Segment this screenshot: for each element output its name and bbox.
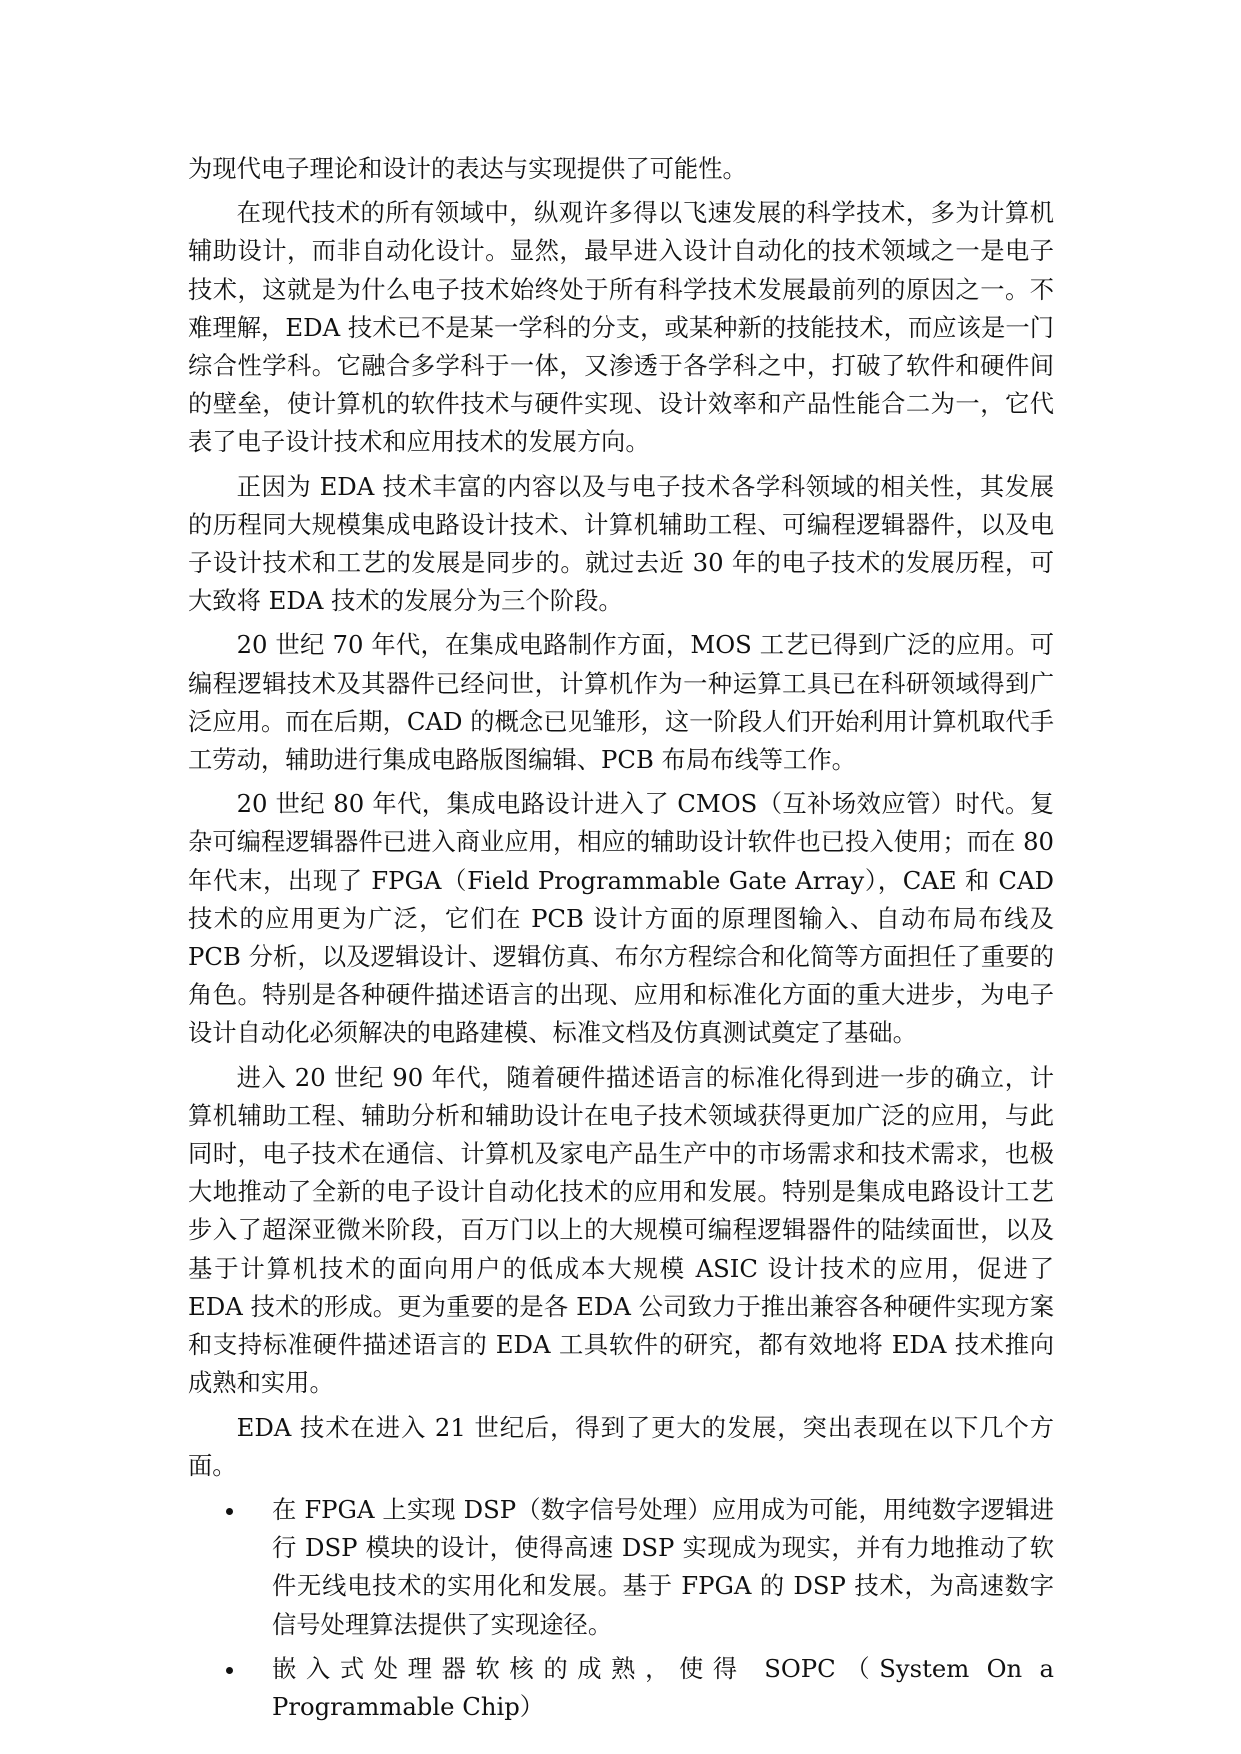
document-page [188,150,1054,1732]
bullet-text: 在 FPGA 上实现 DSP（数字信号处理）应用成为可能，用纯数字逻辑进行 DSP 模块的设计，使得高速 DSP 实现成为现实，并有力地推动了软件无线电技术的实用化和发展。基于 FPGA 的 DSP 技术，为高速数字信号处理算法提供了实现途径。 [272,1494,1054,1639]
bullet-text: 嵌入式处理器软核的成熟，使得 SOPC（System On a Programmable Chip） [272,1653,1054,1721]
paragraph-1980s: 20 世纪 80 年代，集成电路设计进入了 CMOS（互补场效应管）时代。复杂可编程逻辑器件已进入商业应用，相应的辅助设计软件也已投入使用；而在 80 年代末，出现了 FPGA（Field Programmable Gate Array），CAE 和 CAD 技术的应用更为广泛，它们在 PCB 设计方面的原理图输入、自动布局布线及 PCB 分析，以及逻辑设计、逻辑仿真、布尔方程综合和化简等方面担任了重要的角色。特别是各种硬件描述语言的出现、应用和标准化方面的重大进步，为电子设计自动化必须解决的电路建模、标准文档及仿真测试奠定了基础。 [188,789,1054,1048]
paragraph-eda-history-intro: 正因为 EDA 技术丰富的内容以及与电子技术各学科领域的相关性，其发展的历程同大规模集成电路设计技术、计算机辅助工程、可编程逻辑器件，以及电子设计技术和工艺的发展是同步的。就过去近 30 年的电子技术的发展历程，可大致将 EDA 技术的发展分为三个阶段。 [188,471,1054,616]
paragraph-1970s: 20 世纪 70 年代，在集成电路制作方面，MOS 工艺已得到广泛的应用。可编程逻辑技术及其器件已经问世，计算机作为一种运算工具已在科研领域得到广泛应用。而在后期，CAD 的概念已见雏形，这一阶段人们开始利用计算机取代手工劳动，辅助进行集成电路版图编辑、PCB 布局布线等工作。 [188,630,1054,775]
paragraph-continuation: 为现代电子理论和设计的表达与实现提供了可能性。 [188,154,747,183]
list-item [188,1491,1054,1644]
paragraph-21st-century: EDA 技术在进入 21 世纪后，得到了更大的发展，突出表现在以下几个方面。 [188,1412,1054,1480]
bullet-list [188,1491,1054,1726]
list-item [188,1650,1054,1726]
bullet-icon [226,1667,233,1674]
paragraph-1990s: 进入 20 世纪 90 年代，随着硬件描述语言的标准化得到进一步的确立，计算机辅助工程、辅助分析和辅助设计在电子技术领域获得更加广泛的应用，与此同时，电子技术在通信、计算机及家电产品生产中的市场需求和技术需求，也极大地推动了全新的电子设计自动化技术的应用和发展。特别是集成电路设计工艺步入了超深亚微米阶段，百万门以上的大规模可编程逻辑器件的陆续面世，以及基于计算机技术的面向用户的低成本大规模 ASIC 设计技术的应用，促进了 EDA 技术的形成。更为重要的是各 EDA 公司致力于推出兼容各种硬件实现方案和支持标准硬件描述语言的 EDA 工具软件的研究，都有效地将 EDA 技术推向成熟和实用。 [188,1062,1054,1398]
paragraph-eda-discipline: 在现代技术的所有领域中，纵观许多得以飞速发展的科学技术，多为计算机辅助设计，而非自动化设计。显然，最早进入设计自动化的技术领域之一是电子技术，这就是为什么电子技术始终处于所有科学技术发展最前列的原因之一。不难理解，EDA 技术已不是某一学科的分支，或某种新的技能技术，而应该是一门综合性学科。它融合多学科于一体，又渗透于各学科之中，打破了软件和硬件间的壁垒，使计算机的软件技术与硬件实现、设计效率和产品性能合二为一，它代表了电子设计技术和应用技术的发展方向。 [188,198,1054,457]
bullet-icon [226,1508,233,1515]
